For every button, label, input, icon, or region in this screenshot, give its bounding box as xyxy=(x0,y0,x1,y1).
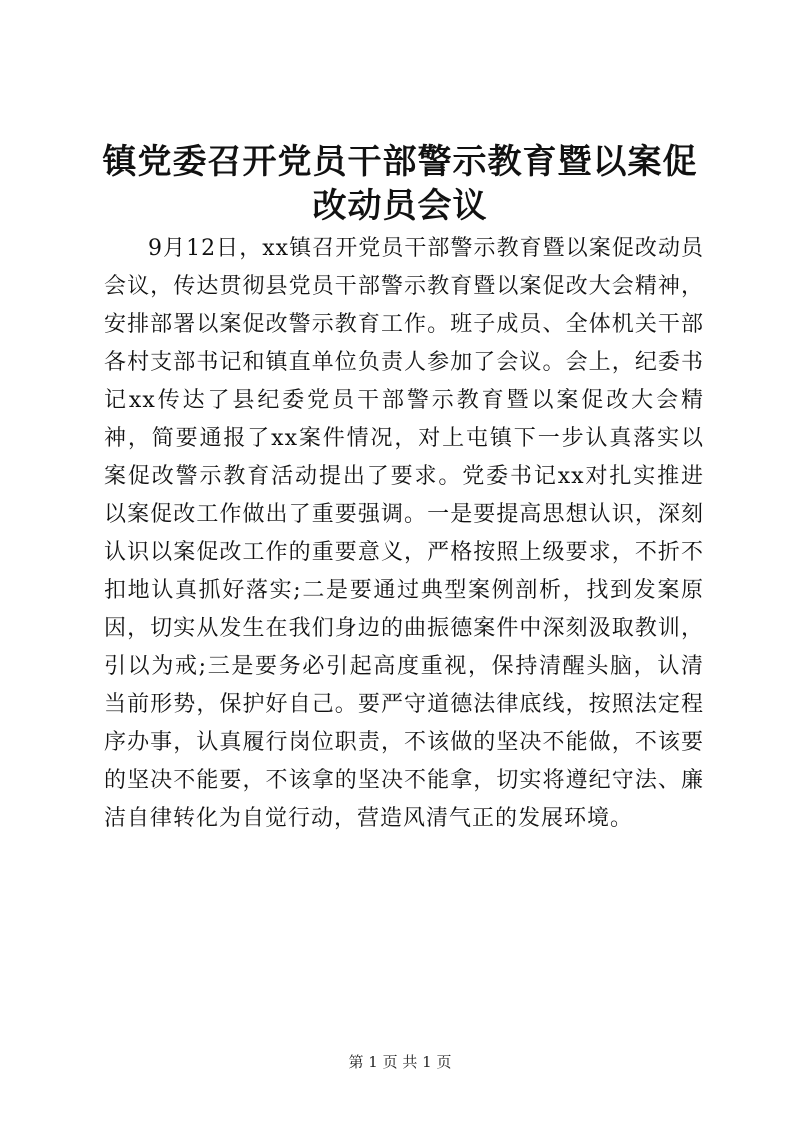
document-body: 9月12日，xx镇召开党员干部警示教育暨以案促改动员会议，传达贯彻县党员干部警示教育暨以案促改大会精神，安排部署以案促改警示教育工作。班子成员、全体机关干部各村支部书记和镇直单位负责人参加了会议。会上，纪委书记xx传达了县纪委党员干部警示教育暨以案促改大会精神，简要通报了xx案件情况，对上屯镇下一步认真落实以案促改警示教育活动提出了要求。党委书记xx对扎实推进以案促改工作做出了重要强调。一是要提高思想认识，深刻认识以案促改工作的重要意义，严格按照上级要求，不折不扣地认真抓好落实;二是要通过典型案例剖析，找到发案原因，切实从发生在我们身边的曲振德案件中深刻汲取教训，引以为戒;三是要务必引起高度重视，保持清醒头脑，认清当前形势，保护好自己。要严守道德法律底线，按照法定程序办事，认真履行岗位职责，不该做的坚决不能做，不该要的坚决不能要，不该拿的坚决不能拿，切实将遵纪守法、廉洁自律转化为自觉行动，营造风清气正的发展环境。 xyxy=(104,236,704,831)
document-title: 镇党委召开党员干部警示教育暨以案促改动员会议 xyxy=(102,142,698,226)
page-footer: 第 1 页 共 1 页 xyxy=(348,1053,452,1071)
